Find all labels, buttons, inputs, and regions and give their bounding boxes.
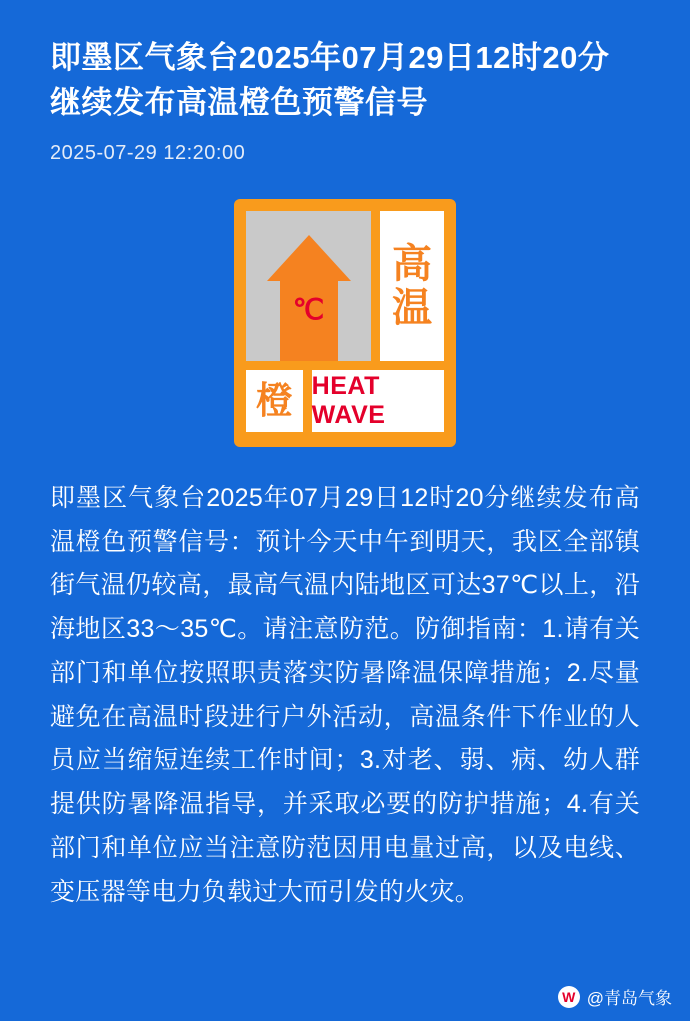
source-account bbox=[558, 984, 672, 1009]
orange-level-label bbox=[246, 370, 303, 432]
heat-warning-sign bbox=[234, 199, 456, 447]
high-temperature-label bbox=[380, 211, 444, 361]
warning-sign-graphic bbox=[50, 199, 640, 447]
house-shape bbox=[267, 235, 351, 361]
warning-body-text: 即墨区气象台2025年07月29日12时20分继续发布高温橙色预警信号：预计今天中午到明天，我区全部镇街气温仍较高，最高气温内陆地区可达37℃以上，沿海地区33～35℃。请注意防范。防御指南：1.请有关部门和单位按照职责落实防暑降温保障措施；2.尽量避免在高温时段进行户外活动，高温条件下作业的人员应当缩短连续工作时间；3.对老、弱、病、幼人群提供防暑降温指导，并采取必要的防护措施；4.有关部门和单位应当注意防范因用电量过高，以及电线、变压器等电力负载过大而引发的火灾。 bbox=[50, 483, 640, 906]
weibo-icon: W bbox=[558, 986, 580, 1008]
sign-top-row bbox=[246, 211, 444, 361]
heat-wave-label bbox=[312, 370, 444, 432]
account-name: @青岛气象 bbox=[586, 989, 672, 1008]
page-title: 即墨区气象台2025年07月29日12时20分继续发布高温橙色预警信号 bbox=[50, 40, 610, 120]
label-wen: 温 bbox=[392, 285, 432, 330]
degree-symbol: ℃ bbox=[292, 293, 325, 325]
publish-timestamp: 2025-07-29 12:20:00 bbox=[50, 141, 246, 164]
label-gao: 高 bbox=[392, 241, 432, 286]
sign-bottom-row bbox=[246, 370, 444, 432]
house-roof-icon bbox=[267, 235, 351, 281]
label-heat-wave: HEAT WAVE bbox=[311, 371, 386, 429]
label-cheng: 橙 bbox=[255, 380, 293, 422]
house-thermometer-icon bbox=[246, 211, 371, 361]
